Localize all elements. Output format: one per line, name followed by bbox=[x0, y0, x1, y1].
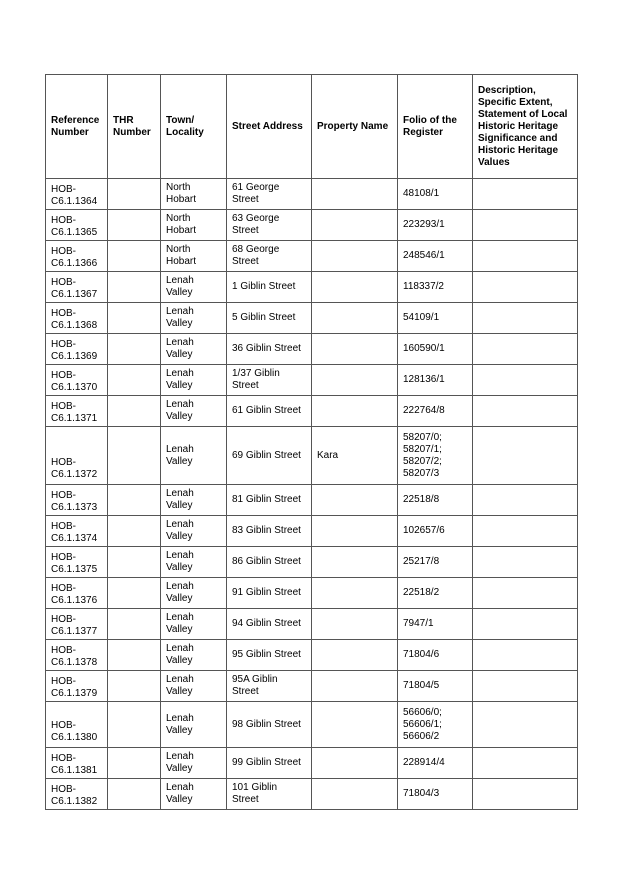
cell-thr-number bbox=[108, 334, 161, 365]
cell-town-locality: North Hobart bbox=[161, 179, 227, 210]
cell-thr-number bbox=[108, 272, 161, 303]
cell-description bbox=[473, 210, 578, 241]
cell-folio: 58207/0; 58207/1; 58207/2; 58207/3 bbox=[398, 427, 473, 485]
header-property-name: Property Name bbox=[312, 75, 398, 179]
cell-description bbox=[473, 640, 578, 671]
cell-folio: 56606/0; 56606/1; 56606/2 bbox=[398, 702, 473, 748]
cell-street-address: 83 Giblin Street bbox=[227, 516, 312, 547]
reference-number-part: C6.1.1377 bbox=[51, 626, 98, 637]
cell-property-name: Kara bbox=[312, 427, 398, 485]
cell-town-locality: Lenah Valley bbox=[161, 640, 227, 671]
reference-number-part: C6.1.1364 bbox=[51, 196, 98, 207]
cell-town-locality: Lenah Valley bbox=[161, 427, 227, 485]
cell-reference-number bbox=[46, 748, 108, 779]
cell-description bbox=[473, 609, 578, 640]
header-folio: Folio of the Register bbox=[398, 75, 473, 179]
cell-street-address: 1 Giblin Street bbox=[227, 272, 312, 303]
cell-street-address: 99 Giblin Street bbox=[227, 748, 312, 779]
cell-property-name bbox=[312, 748, 398, 779]
table-row bbox=[46, 578, 578, 609]
reference-number-part: HOB- bbox=[51, 184, 76, 195]
cell-description bbox=[473, 671, 578, 702]
cell-folio: 54109/1 bbox=[398, 303, 473, 334]
header-thr-number: THR Number bbox=[108, 75, 161, 179]
reference-number-part: C6.1.1373 bbox=[51, 502, 98, 513]
cell-street-address: 95A Giblin Street bbox=[227, 671, 312, 702]
reference-number-part: HOB- bbox=[51, 370, 76, 381]
cell-street-address: 69 Giblin Street bbox=[227, 427, 312, 485]
cell-street-address: 86 Giblin Street bbox=[227, 547, 312, 578]
reference-number-part: C6.1.1374 bbox=[51, 533, 98, 544]
reference-number-part: C6.1.1366 bbox=[51, 258, 98, 269]
cell-thr-number bbox=[108, 303, 161, 334]
table-row bbox=[46, 748, 578, 779]
cell-street-address: 5 Giblin Street bbox=[227, 303, 312, 334]
cell-street-address: 94 Giblin Street bbox=[227, 609, 312, 640]
header-reference-number: Reference Number bbox=[46, 75, 108, 179]
cell-town-locality: Lenah Valley bbox=[161, 779, 227, 810]
cell-street-address: 68 George Street bbox=[227, 241, 312, 272]
reference-number-part: HOB- bbox=[51, 277, 76, 288]
cell-folio: 118337/2 bbox=[398, 272, 473, 303]
cell-street-address: 61 George Street bbox=[227, 179, 312, 210]
cell-reference-number bbox=[46, 547, 108, 578]
table-row bbox=[46, 640, 578, 671]
cell-thr-number bbox=[108, 640, 161, 671]
cell-property-name bbox=[312, 779, 398, 810]
reference-number-part: HOB- bbox=[51, 246, 76, 257]
cell-property-name bbox=[312, 578, 398, 609]
cell-town-locality: Lenah Valley bbox=[161, 272, 227, 303]
table-row bbox=[46, 241, 578, 272]
reference-number-part: HOB- bbox=[51, 645, 76, 656]
cell-street-address: 95 Giblin Street bbox=[227, 640, 312, 671]
reference-number-part: HOB- bbox=[51, 521, 76, 532]
reference-number-part: C6.1.1372 bbox=[51, 469, 98, 480]
cell-property-name bbox=[312, 702, 398, 748]
cell-town-locality: Lenah Valley bbox=[161, 365, 227, 396]
cell-property-name bbox=[312, 241, 398, 272]
reference-number-part: HOB- bbox=[51, 614, 76, 625]
table-row bbox=[46, 272, 578, 303]
reference-number-part: HOB- bbox=[51, 552, 76, 563]
cell-property-name bbox=[312, 210, 398, 241]
cell-reference-number bbox=[46, 640, 108, 671]
reference-number-part: C6.1.1370 bbox=[51, 382, 98, 393]
table-row bbox=[46, 609, 578, 640]
cell-reference-number bbox=[46, 179, 108, 210]
cell-description bbox=[473, 485, 578, 516]
cell-thr-number bbox=[108, 609, 161, 640]
reference-number-part: C6.1.1376 bbox=[51, 595, 98, 606]
table-row bbox=[46, 179, 578, 210]
reference-number-part: C6.1.1367 bbox=[51, 289, 98, 300]
cell-folio: 71804/3 bbox=[398, 779, 473, 810]
reference-number-part: C6.1.1380 bbox=[51, 732, 98, 743]
cell-town-locality: Lenah Valley bbox=[161, 609, 227, 640]
reference-number-part: C6.1.1371 bbox=[51, 413, 98, 424]
table-row bbox=[46, 365, 578, 396]
cell-description bbox=[473, 516, 578, 547]
cell-description bbox=[473, 547, 578, 578]
cell-folio: 160590/1 bbox=[398, 334, 473, 365]
cell-street-address: 101 Giblin Street bbox=[227, 779, 312, 810]
cell-town-locality: Lenah Valley bbox=[161, 547, 227, 578]
cell-description bbox=[473, 179, 578, 210]
cell-description bbox=[473, 427, 578, 485]
cell-thr-number bbox=[108, 427, 161, 485]
table-body bbox=[46, 179, 578, 810]
cell-thr-number bbox=[108, 179, 161, 210]
cell-town-locality: Lenah Valley bbox=[161, 578, 227, 609]
cell-description bbox=[473, 578, 578, 609]
cell-street-address: 61 Giblin Street bbox=[227, 396, 312, 427]
reference-number-part: HOB- bbox=[51, 339, 76, 350]
cell-reference-number bbox=[46, 427, 108, 485]
cell-thr-number bbox=[108, 779, 161, 810]
cell-property-name bbox=[312, 640, 398, 671]
cell-town-locality: Lenah Valley bbox=[161, 396, 227, 427]
cell-town-locality: Lenah Valley bbox=[161, 485, 227, 516]
header-street-address: Street Address bbox=[227, 75, 312, 179]
reference-number-part: C6.1.1381 bbox=[51, 765, 98, 776]
cell-folio: 102657/6 bbox=[398, 516, 473, 547]
cell-property-name bbox=[312, 516, 398, 547]
cell-property-name bbox=[312, 609, 398, 640]
cell-property-name bbox=[312, 303, 398, 334]
cell-reference-number bbox=[46, 609, 108, 640]
cell-street-address: 91 Giblin Street bbox=[227, 578, 312, 609]
cell-town-locality: Lenah Valley bbox=[161, 303, 227, 334]
cell-street-address: 98 Giblin Street bbox=[227, 702, 312, 748]
cell-folio: 128136/1 bbox=[398, 365, 473, 396]
cell-folio: 7947/1 bbox=[398, 609, 473, 640]
cell-description bbox=[473, 365, 578, 396]
header-town-locality: Town/ Locality bbox=[161, 75, 227, 179]
cell-town-locality: Lenah Valley bbox=[161, 516, 227, 547]
cell-property-name bbox=[312, 272, 398, 303]
reference-number-part: HOB- bbox=[51, 308, 76, 319]
cell-thr-number bbox=[108, 702, 161, 748]
cell-reference-number bbox=[46, 485, 108, 516]
table-header-row bbox=[46, 75, 578, 179]
cell-reference-number bbox=[46, 272, 108, 303]
cell-reference-number bbox=[46, 779, 108, 810]
cell-thr-number bbox=[108, 396, 161, 427]
cell-town-locality: Lenah Valley bbox=[161, 748, 227, 779]
cell-description bbox=[473, 241, 578, 272]
cell-street-address: 36 Giblin Street bbox=[227, 334, 312, 365]
cell-thr-number bbox=[108, 547, 161, 578]
cell-thr-number bbox=[108, 748, 161, 779]
cell-description bbox=[473, 748, 578, 779]
cell-reference-number bbox=[46, 210, 108, 241]
cell-reference-number bbox=[46, 303, 108, 334]
cell-folio: 222764/8 bbox=[398, 396, 473, 427]
cell-thr-number bbox=[108, 241, 161, 272]
cell-description bbox=[473, 272, 578, 303]
table-row bbox=[46, 516, 578, 547]
cell-town-locality: Lenah Valley bbox=[161, 334, 227, 365]
cell-town-locality: Lenah Valley bbox=[161, 702, 227, 748]
table-row bbox=[46, 210, 578, 241]
cell-property-name bbox=[312, 396, 398, 427]
reference-number-part: HOB- bbox=[51, 753, 76, 764]
cell-reference-number bbox=[46, 241, 108, 272]
cell-property-name bbox=[312, 334, 398, 365]
cell-street-address: 81 Giblin Street bbox=[227, 485, 312, 516]
reference-number-part: HOB- bbox=[51, 676, 76, 687]
heritage-register-table bbox=[45, 74, 578, 810]
reference-number-part: HOB- bbox=[51, 583, 76, 594]
reference-number-part: C6.1.1382 bbox=[51, 796, 98, 807]
reference-number-part: C6.1.1369 bbox=[51, 351, 98, 362]
table-row bbox=[46, 702, 578, 748]
cell-description bbox=[473, 779, 578, 810]
cell-reference-number bbox=[46, 702, 108, 748]
table-row bbox=[46, 779, 578, 810]
reference-number-part: HOB- bbox=[51, 457, 76, 468]
cell-thr-number bbox=[108, 578, 161, 609]
cell-reference-number bbox=[46, 516, 108, 547]
cell-property-name bbox=[312, 179, 398, 210]
cell-folio: 25217/8 bbox=[398, 547, 473, 578]
cell-town-locality: Lenah Valley bbox=[161, 671, 227, 702]
reference-number-part: HOB- bbox=[51, 215, 76, 226]
cell-description bbox=[473, 396, 578, 427]
reference-number-part: HOB- bbox=[51, 401, 76, 412]
reference-number-part: HOB- bbox=[51, 490, 76, 501]
cell-folio: 248546/1 bbox=[398, 241, 473, 272]
table-row bbox=[46, 303, 578, 334]
cell-reference-number bbox=[46, 334, 108, 365]
cell-street-address: 63 George Street bbox=[227, 210, 312, 241]
reference-number-part: C6.1.1368 bbox=[51, 320, 98, 331]
cell-folio: 228914/4 bbox=[398, 748, 473, 779]
table-row bbox=[46, 334, 578, 365]
cell-town-locality: North Hobart bbox=[161, 210, 227, 241]
cell-reference-number bbox=[46, 396, 108, 427]
reference-number-part: C6.1.1378 bbox=[51, 657, 98, 668]
cell-folio: 71804/5 bbox=[398, 671, 473, 702]
cell-folio: 22518/2 bbox=[398, 578, 473, 609]
cell-thr-number bbox=[108, 516, 161, 547]
table-row bbox=[46, 427, 578, 485]
table-row bbox=[46, 547, 578, 578]
cell-reference-number bbox=[46, 671, 108, 702]
table-row bbox=[46, 485, 578, 516]
cell-reference-number bbox=[46, 365, 108, 396]
reference-number-part: C6.1.1379 bbox=[51, 688, 98, 699]
cell-folio: 48108/1 bbox=[398, 179, 473, 210]
cell-folio: 223293/1 bbox=[398, 210, 473, 241]
cell-property-name bbox=[312, 547, 398, 578]
reference-number-part: C6.1.1375 bbox=[51, 564, 98, 575]
cell-property-name bbox=[312, 365, 398, 396]
cell-folio: 22518/8 bbox=[398, 485, 473, 516]
table-row bbox=[46, 396, 578, 427]
cell-folio: 71804/6 bbox=[398, 640, 473, 671]
cell-thr-number bbox=[108, 485, 161, 516]
cell-thr-number bbox=[108, 365, 161, 396]
cell-thr-number bbox=[108, 210, 161, 241]
table-row bbox=[46, 671, 578, 702]
cell-description bbox=[473, 702, 578, 748]
reference-number-part: HOB- bbox=[51, 720, 76, 731]
cell-property-name bbox=[312, 485, 398, 516]
cell-description bbox=[473, 334, 578, 365]
cell-description bbox=[473, 303, 578, 334]
reference-number-part: C6.1.1365 bbox=[51, 227, 98, 238]
reference-number-part: HOB- bbox=[51, 784, 76, 795]
cell-town-locality: North Hobart bbox=[161, 241, 227, 272]
cell-thr-number bbox=[108, 671, 161, 702]
cell-street-address: 1/37 Giblin Street bbox=[227, 365, 312, 396]
cell-property-name bbox=[312, 671, 398, 702]
header-description: Description, Specific Extent, Statement of Local Historic Heritage Significance and Historic Heritage Values bbox=[473, 75, 578, 179]
cell-reference-number bbox=[46, 578, 108, 609]
